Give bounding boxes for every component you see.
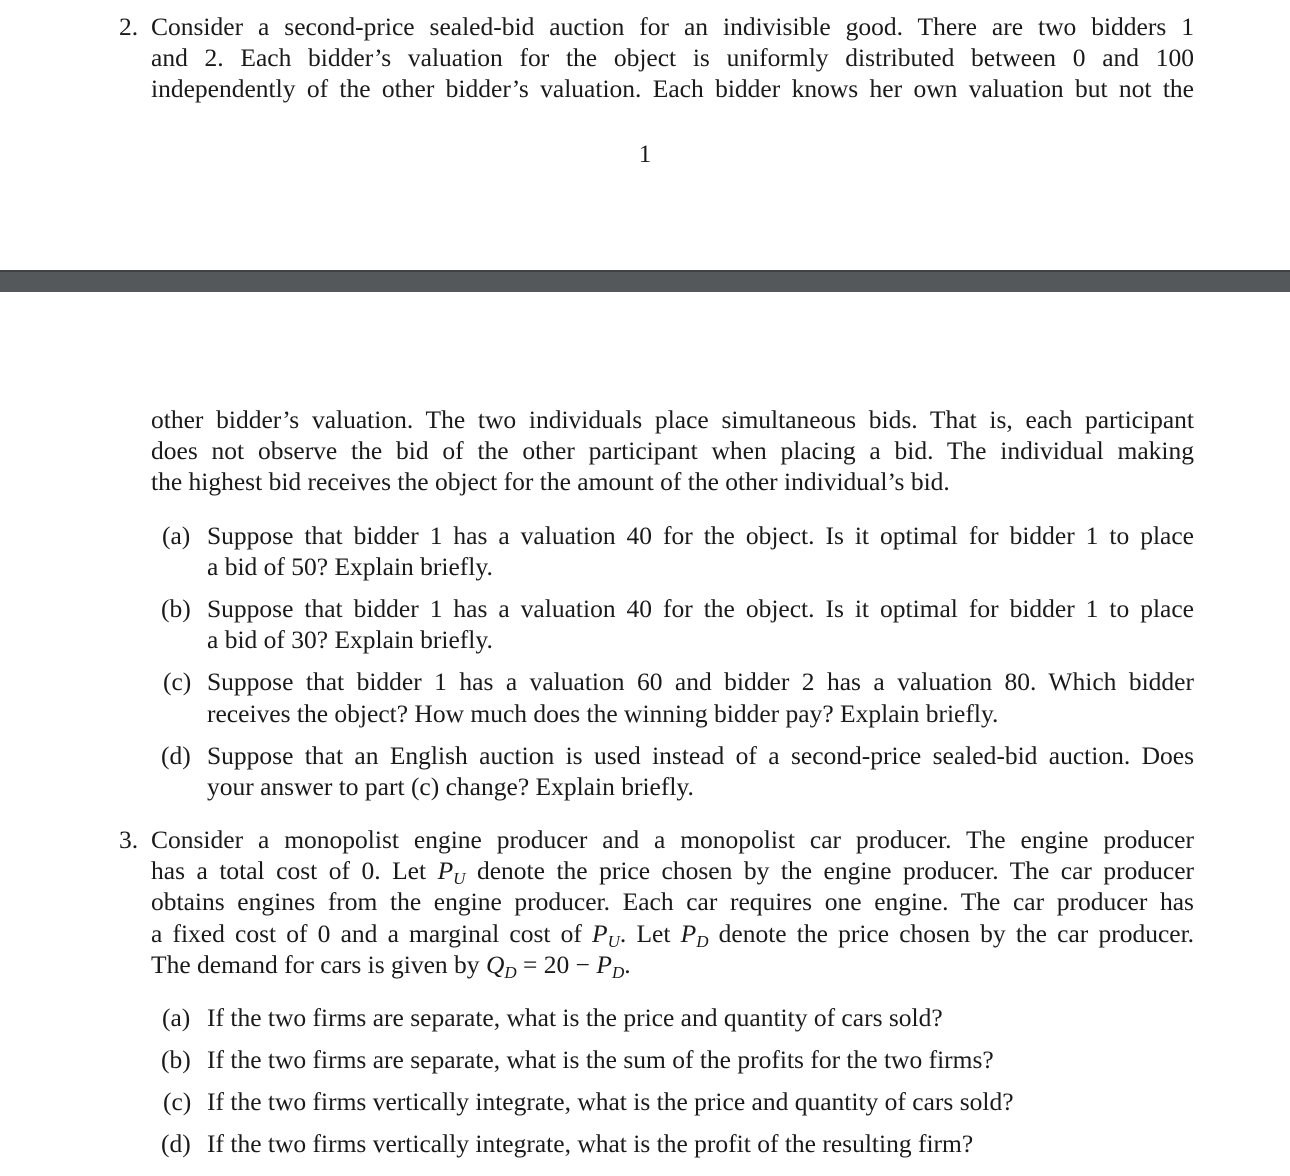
var-p-d-2: $P_D$	[596, 950, 625, 982]
problem-3-line-3: obtains engines from the engine producer. Each car requires one engine. The car producer has	[151, 887, 1194, 916]
problem-3-line-5-pre: The demand for cars is given by	[151, 950, 480, 979]
problem-2-line-2: and 2. Each bidder’s valuation for the object is uniformly distributed between 0 and 100	[151, 43, 1194, 72]
part-2d-line-1: Suppose that an English auction is used instead of a second-price sealed-bid auction. Does	[207, 741, 1194, 770]
part-2a-label: (a)	[162, 521, 191, 550]
problem-2-line-3: independently of the other bidder’s valuation. Each bidder knows her own valuation but not the	[151, 74, 1194, 103]
var-q-d: $Q_D$	[485, 950, 517, 982]
part-2c-label: (c)	[163, 667, 192, 696]
part-3c-text: If the two firms vertically integrate, what is the price and quantity of cars sold?	[207, 1087, 1014, 1116]
part-2a-line-2: a bid of 50? Explain briefly.	[207, 552, 493, 581]
page-separator	[0, 270, 1290, 292]
page-number: 1	[638, 141, 652, 168]
part-3d-text: If the two firms vertically integrate, what is the profit of the resulting firm?	[207, 1129, 974, 1158]
part-2c-line-1: Suppose that bidder 1 has a valuation 60 and bidder 2 has a valuation 80. Which bidder	[207, 667, 1194, 696]
part-3a-label: (a)	[162, 1003, 191, 1032]
var-p-u-2: $P_U$	[592, 919, 620, 951]
problem-2-number: 2.	[119, 12, 139, 41]
problem-3-line-4-mid: . Let	[619, 919, 671, 948]
problem-3-number: 3.	[119, 825, 139, 854]
problem-3-line-2	[151, 855, 1194, 886]
part-3d-label: (d)	[161, 1129, 191, 1158]
part-2d-label: (d)	[161, 741, 191, 770]
problem-2-line-6: the highest bid receives the object for the amount of the other individual’s bid.	[151, 467, 950, 496]
var-p-u: $P_U$	[437, 856, 466, 888]
problem-3-line-5	[151, 949, 631, 980]
part-2b-line-2: a bid of 30? Explain briefly.	[207, 625, 493, 654]
problem-3-line-2-pre: has a total cost of 0. Let	[151, 856, 427, 885]
problem-3-line-2-post: denote the price chosen by the engine producer. The car producer	[476, 856, 1195, 885]
problem-3-line-1: Consider a monopolist engine producer and a monopolist car producer. The engine producer	[151, 825, 1194, 854]
part-3b-label: (b)	[161, 1045, 191, 1074]
problem-3-line-4-pre: a fixed cost of 0 and a marginal cost of	[151, 919, 582, 948]
part-2d-line-2: your answer to part (c) change? Explain briefly.	[207, 772, 694, 801]
page-1	[0, 0, 1290, 270]
part-3a-text: If the two firms are separate, what is the price and quantity of cars sold?	[207, 1003, 943, 1032]
problem-3-line-5-eq: = 20 −	[523, 950, 591, 979]
part-2a-line-1: Suppose that bidder 1 has a valuation 40 for the object. Is it optimal for bidder 1 to place	[207, 521, 1194, 550]
problem-2-line-5: does not observe the bid of the other participant when placing a bid. The individual making	[151, 436, 1194, 465]
part-2b-label: (b)	[161, 594, 191, 623]
part-3c-label: (c)	[163, 1087, 192, 1116]
problem-3-line-4-post: denote the price chosen by the car producer.	[718, 919, 1195, 948]
problem-3-line-4	[151, 918, 1194, 949]
problem-2-line-4: other bidder’s valuation. The two individuals place simultaneous bids. That is, each participant	[151, 405, 1194, 434]
part-2c-line-2: receives the object? How much does the winning bidder pay? Explain briefly.	[207, 699, 999, 728]
part-3b-text: If the two firms are separate, what is the sum of the profits for the two firms?	[207, 1045, 994, 1074]
problem-3-line-5-end: .	[624, 950, 631, 979]
var-p-d: $P_D$	[680, 919, 709, 951]
part-2b-line-1: Suppose that bidder 1 has a valuation 40 for the object. Is it optimal for bidder 1 to place	[207, 594, 1194, 623]
problem-2-line-1: Consider a second-price sealed-bid auction for an indivisible good. There are two bidders 1	[151, 12, 1194, 41]
